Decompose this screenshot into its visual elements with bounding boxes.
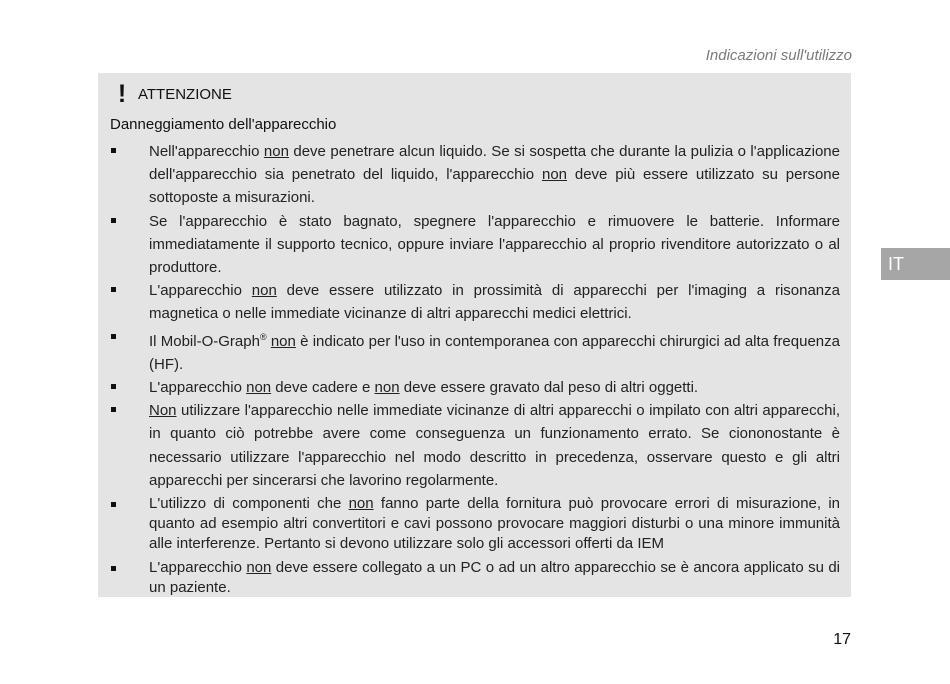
item-text: deve cadere e <box>271 379 375 397</box>
item-text: Il Mobil-O-Graph <box>149 332 260 350</box>
warning-box <box>98 73 851 597</box>
hazard-title: Danneggiamento dell'apparecchio <box>110 116 337 133</box>
underlined-word: non <box>251 282 277 300</box>
warning-heading <box>112 81 232 107</box>
item-text: L'utilizzo di componenti che <box>149 495 349 513</box>
warning-label: ATTENZIONE <box>138 85 232 103</box>
item-text: deve penetrare alcun liquido. Se si sospetta che durante la pulizia o l'applicazione dell'apparecchio sia penetrato del liquido, l'apparecchio <box>149 143 840 184</box>
running-header: Indicazioni sull'utilizzo <box>705 47 852 64</box>
underlined-word: non <box>270 332 296 350</box>
item-text: Se l'apparecchio è stato bagnato, spegnere l'apparecchio e rimuovere le batterie. Informare immediatamente il supporto tecnico, oppure inviare l'apparecchio al proprio rivenditore autorizzato o al produttore. <box>149 212 840 277</box>
bullet <box>111 218 116 223</box>
underlined-word: non <box>246 379 272 397</box>
item-text: deve più essere utilizzato su persone sottoposte a misurazioni. <box>149 166 840 207</box>
item-text: deve essere gravato dal peso di altri oggetti. <box>399 379 699 397</box>
item-text: fanno parte della fornitura può provocare errori di misurazione, in quanto ad esempio altri convertitori e cavi possono provocare maggiori disturbi o una minore immunità alle interferenze. Pertanto si devono utilizzare solo gli accessori offerti da IEM <box>149 495 840 553</box>
exclamation-icon: ! <box>117 80 127 108</box>
bullet <box>111 407 116 412</box>
underlined-word: non <box>348 495 374 513</box>
page-number: 17 <box>833 631 851 648</box>
list-item <box>98 279 840 325</box>
item-text: Nell'apparecchio <box>149 143 264 160</box>
registered-mark: ® <box>259 331 267 342</box>
list-item <box>98 140 840 210</box>
underlined-word: non <box>246 559 272 577</box>
item-text: deve essere utilizzato in prossimità di apparecchi per l'imaging a risonanza magnetica o nelle immediate vicinanze di altri apparecchi medici elettrici. <box>149 282 840 323</box>
underlined-word: non <box>263 143 289 160</box>
list-item <box>98 326 840 376</box>
warning-list <box>98 140 840 598</box>
item-text: L'apparecchio <box>149 379 247 397</box>
list-item <box>98 210 840 280</box>
underlined-word: Non <box>149 402 177 420</box>
item-text: utilizzare l'apparecchio nelle immediate vicinanze di altri apparecchi o impilato con altri apparecchi, in quanto ciò potrebbe avere come conseguenza un funzionamento errato. Se ciononostante è necessario utilizzare l'apparecchio nel modo descritto in precedenza, osservare questo e gli altri apparecchi per sincerarsi che lavorino regolarmente. <box>149 402 840 489</box>
bullet <box>111 502 116 507</box>
bullet <box>111 566 116 571</box>
underlined-word: non <box>374 379 400 397</box>
list-item <box>98 558 840 598</box>
item-text: L'apparecchio <box>149 559 247 577</box>
language-tab[interactable]: IT <box>881 248 950 280</box>
item-text: è indicato per l'uso in contemporanea con apparecchi chirurgici ad alta frequenza (HF). <box>149 332 840 373</box>
bullet <box>111 287 116 292</box>
bullet <box>111 148 116 153</box>
list-item <box>98 399 840 492</box>
bullet <box>111 384 116 389</box>
item-text: deve essere collegato a un PC o ad un altro apparecchio se è ancora applicato su di un paziente. <box>149 559 840 597</box>
bullet <box>111 334 116 339</box>
underlined-word: non <box>541 166 568 184</box>
list-item <box>98 376 840 399</box>
list-item <box>98 494 840 554</box>
item-text: L'apparecchio <box>149 282 252 300</box>
